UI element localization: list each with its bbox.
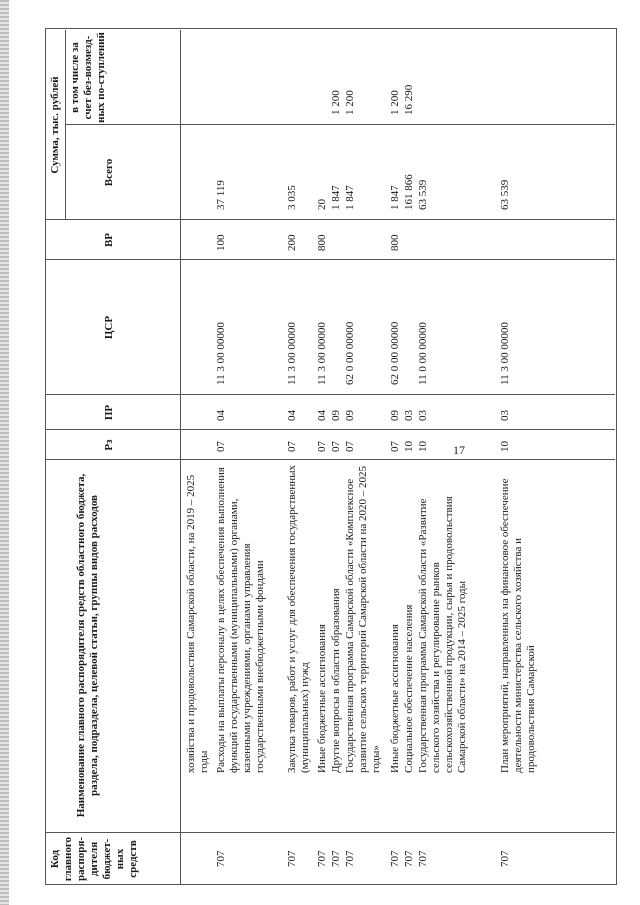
row-5-rz: 07 bbox=[344, 441, 356, 452]
header-name: Наименование главного распорядителя средств областного бюджета, раздела, подраздела, целевой статьи, группы видов расходов bbox=[75, 473, 100, 818]
row-2-name: Закупка товаров, работ и услуг для обеспечения государственных (муниципальных) нужд bbox=[286, 464, 311, 773]
row-5-pr: 09 bbox=[344, 410, 356, 421]
row-8-code: 707 bbox=[417, 850, 429, 867]
row-5-csr: 62 0 00 00000 bbox=[344, 321, 356, 385]
row-divider bbox=[65, 30, 66, 220]
row-7-pr: 03 bbox=[403, 410, 415, 421]
col-divider bbox=[65, 124, 615, 125]
row-4-code: 707 bbox=[330, 850, 342, 867]
col-divider bbox=[45, 429, 615, 430]
row-5-total: 1 847 bbox=[344, 185, 356, 210]
row-1-total: 37 119 bbox=[215, 180, 227, 210]
row-9-name: План мероприятий, направленных на финансовое обеспечение деятельности министерства сельского хозяйства и продовольствия Самарской bbox=[499, 478, 537, 773]
col-divider bbox=[45, 394, 615, 395]
row-3-csr: 11 3 00 00000 bbox=[316, 322, 328, 385]
budget-table bbox=[45, 25, 620, 885]
row-6-vr: 800 bbox=[389, 234, 401, 251]
row-5-incl: 1 200 bbox=[344, 90, 356, 115]
page-number: 17 bbox=[453, 443, 465, 457]
row-7-incl: 16 290 bbox=[403, 84, 415, 115]
row-4-total: 1 847 bbox=[330, 185, 342, 210]
row-3-pr: 04 bbox=[316, 410, 328, 421]
row-9-pr: 03 bbox=[499, 410, 511, 421]
row-1-pr: 04 bbox=[215, 410, 227, 421]
header-total: Всего bbox=[103, 158, 115, 187]
row-1-csr: 11 3 00 00000 bbox=[215, 322, 227, 385]
col-divider bbox=[45, 459, 615, 460]
row-9-rz: 10 bbox=[499, 441, 511, 452]
header-sum: Сумма, тыс. рублей bbox=[49, 76, 61, 174]
row-3-rz: 07 bbox=[316, 441, 328, 452]
row-0-name: хозяйства и продовольствия Самарской области, на 2019 – 2025 годы bbox=[185, 474, 210, 773]
row-1-name: Расходы на выплаты персоналу в целях обеспечения выполнения функций государственными (муниципальными) органами, казенными учреждениями, органами управления государственными внебюджетными фондами bbox=[215, 467, 266, 773]
row-7-total: 161 866 bbox=[403, 174, 415, 210]
header-pr: ПР bbox=[103, 404, 115, 421]
row-6-pr: 09 bbox=[389, 410, 401, 421]
header-incl: в том числе за счет без-возмезд-ных по-ступлений bbox=[69, 32, 107, 123]
row-7-rz: 10 bbox=[403, 441, 415, 452]
header-code: Код главного распоря-дителя бюджет-ных средств bbox=[49, 836, 139, 882]
row-5-name: Государственная программа Самарской области «Комплексное развитие сельских территорий Самарской области на 2020 – 2025 годы» bbox=[344, 466, 382, 773]
col-divider bbox=[45, 219, 615, 220]
row-4-pr: 09 bbox=[330, 410, 342, 421]
col-divider bbox=[45, 832, 615, 833]
row-2-vr: 200 bbox=[286, 234, 298, 251]
row-9-code: 707 bbox=[499, 850, 511, 867]
header-bottom-line bbox=[180, 30, 181, 885]
row-7-name: Социальное обеспечение населения bbox=[403, 604, 415, 773]
row-1-code: 707 bbox=[215, 850, 227, 867]
row-6-code: 707 bbox=[389, 850, 401, 867]
row-2-pr: 04 bbox=[286, 410, 298, 421]
row-1-rz: 07 bbox=[215, 441, 227, 452]
row-7-code: 707 bbox=[403, 850, 415, 867]
header-rz: Рз bbox=[103, 439, 115, 451]
row-2-rz: 07 bbox=[286, 441, 298, 452]
row-3-code: 707 bbox=[316, 850, 328, 867]
row-8-rz: 10 bbox=[417, 441, 429, 452]
row-6-total: 1 847 bbox=[389, 185, 401, 210]
col-divider bbox=[45, 259, 615, 260]
header-csr: ЦСР bbox=[103, 315, 115, 340]
row-1-vr: 100 bbox=[215, 234, 227, 251]
row-3-total: 20 bbox=[316, 199, 328, 210]
row-4-incl: 1 200 bbox=[330, 90, 342, 115]
header-vr: ВР bbox=[103, 232, 115, 248]
row-3-vr: 800 bbox=[316, 234, 328, 251]
row-2-code: 707 bbox=[286, 850, 298, 867]
row-3-name: Иные бюджетные ассигнования bbox=[316, 624, 328, 773]
row-8-pr: 03 bbox=[417, 410, 429, 421]
row-9-csr: 11 3 00 00000 bbox=[499, 322, 511, 385]
row-8-csr: 11 0 00 00000 bbox=[417, 322, 429, 385]
scan-edge bbox=[0, 0, 9, 905]
row-6-name: Иные бюджетные ассигнования bbox=[389, 624, 401, 773]
row-4-name: Другие вопросы в области образования bbox=[330, 588, 342, 773]
row-6-incl: 1 200 bbox=[389, 90, 401, 115]
row-2-total: 3 035 bbox=[286, 185, 298, 210]
row-2-csr: 11 3 00 00000 bbox=[286, 322, 298, 385]
row-6-csr: 62 0 00 00000 bbox=[389, 321, 401, 385]
row-8-name: Государственная программа Самарской области «Развитие сельского хозяйства и регулирование рынков сельскохозяйственной продукции, сырья и продовольствия Самарской области» на 2014 – 2025 годы bbox=[417, 496, 468, 773]
row-6-rz: 07 bbox=[389, 441, 401, 452]
row-8-total: 63 539 bbox=[417, 179, 429, 210]
row-4-rz: 07 bbox=[330, 441, 342, 452]
row-5-code: 707 bbox=[344, 850, 356, 867]
row-9-total: 63 539 bbox=[499, 179, 511, 210]
